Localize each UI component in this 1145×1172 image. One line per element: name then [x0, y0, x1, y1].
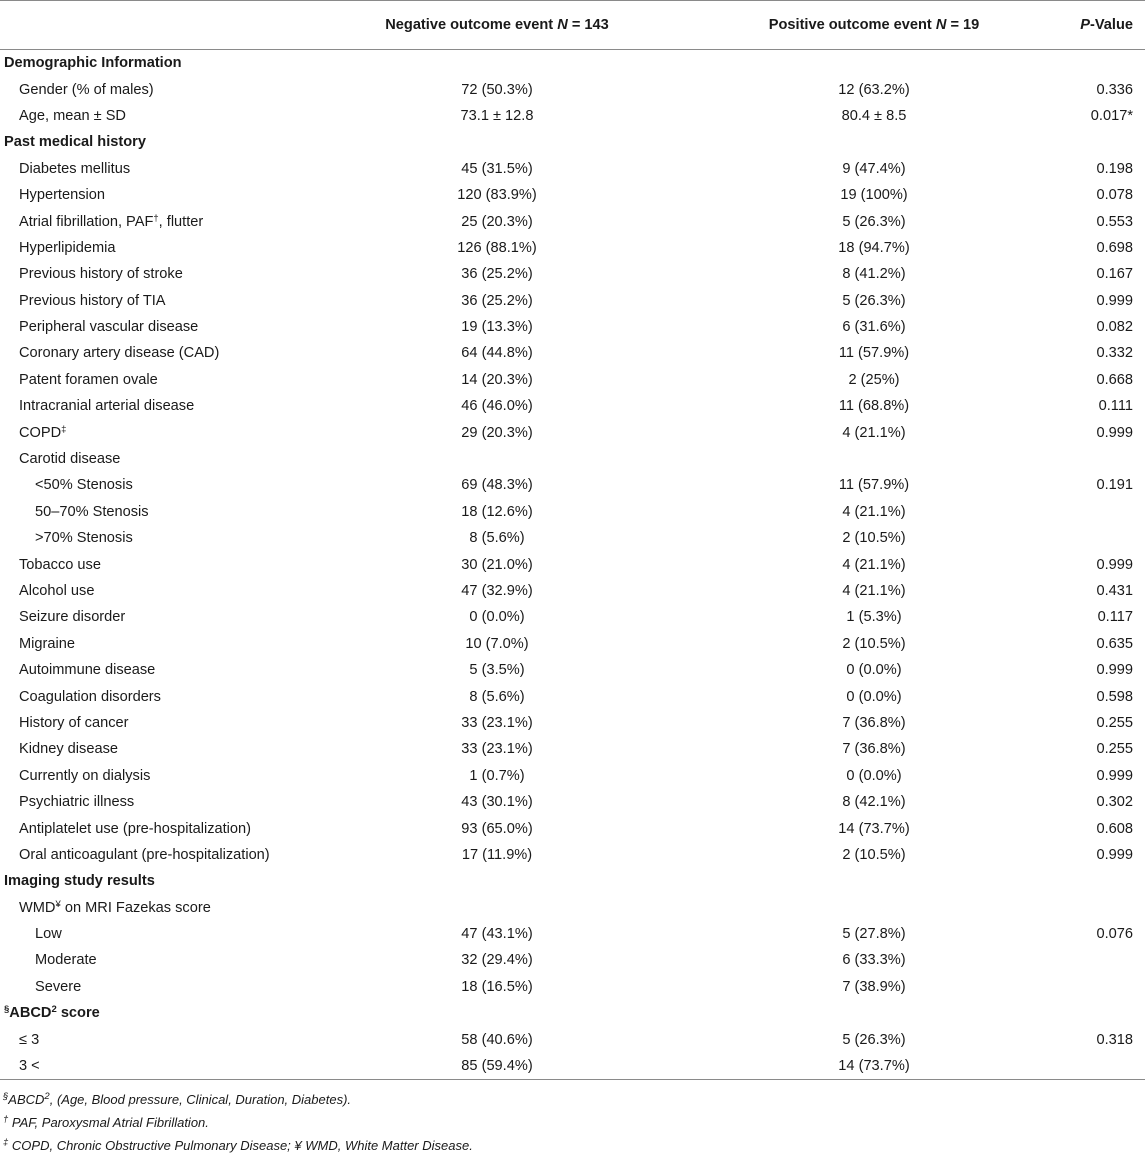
row-label-text: Intracranial arterial disease: [19, 398, 195, 415]
positive-value: 12 (63.2%): [838, 81, 910, 98]
positive-value: 4 (21.1%): [842, 556, 906, 573]
footnote-text: COPD, Chronic Obstructive Pulmonary Disease; ¥ WMD, White Matter Disease.: [8, 1138, 473, 1154]
row-label-text: 3 <: [19, 1058, 40, 1075]
empty-cell: [1054, 868, 1145, 894]
table-row: [0, 76, 1145, 102]
row-label-text: Previous history of stroke: [19, 266, 183, 283]
table-row: [0, 367, 1145, 393]
positive-value: 0 (0.0%): [846, 767, 902, 784]
negative-value: 36 (25.2%): [461, 292, 533, 309]
negative-value: 85 (59.4%): [300, 1053, 694, 1080]
table-row: [0, 472, 1145, 498]
row-label: [0, 868, 300, 894]
row-label: [0, 921, 300, 947]
p-value: 0.255: [1096, 741, 1133, 758]
positive-value: 80.4 ± 8.5: [841, 107, 907, 124]
negative-value: 19 (13.3%): [461, 319, 533, 336]
negative-value: 29 (20.3%): [461, 424, 533, 441]
row-label-text: Kidney disease: [19, 741, 118, 758]
row-label-sup: †: [153, 212, 159, 224]
positive-value: 4 (21.1%): [842, 424, 906, 441]
p-value: 0.076: [1096, 926, 1133, 943]
table-row: [0, 683, 1145, 709]
negative-value: 0 (0.0%): [469, 609, 525, 626]
positive-value: 2 (25%): [848, 371, 900, 388]
negative-value: [300, 446, 694, 472]
row-label-text: Severe: [35, 978, 82, 995]
section-row: [0, 1000, 1145, 1026]
row-label-text: Migraine: [19, 635, 75, 652]
header-p-italic: P: [1080, 17, 1090, 33]
empty-cell: [694, 129, 1054, 155]
row-label: [0, 815, 300, 841]
negative-value: 32 (29.4%): [461, 952, 533, 969]
row-label: [0, 367, 300, 393]
p-value: 0.635: [1096, 635, 1133, 652]
table-row: [0, 815, 1145, 841]
footnotes: [0, 1080, 1145, 1157]
row-label-text: Moderate: [35, 952, 97, 969]
row-label-text: Past medical history: [4, 134, 146, 151]
header-negative: [300, 1, 694, 50]
p-value: 0.608: [1096, 820, 1133, 837]
positive-value: 0 (0.0%): [846, 662, 902, 679]
row-label: [0, 129, 300, 155]
p-value: 0.668: [1096, 371, 1133, 388]
negative-value: 47 (32.9%): [461, 583, 533, 599]
row-label-text: Hypertension: [19, 187, 105, 204]
row-label-sup: ‡: [61, 423, 67, 435]
row-label-text: Tobacco use: [19, 556, 101, 573]
table-row: [0, 763, 1145, 789]
row-label-text: History of cancer: [19, 714, 129, 731]
row-label: [0, 657, 300, 683]
positive-value: 5 (26.3%): [842, 1031, 906, 1048]
p-value: 0.698: [1096, 239, 1133, 256]
header-negative-label: Negative outcome event: [385, 17, 554, 33]
p-value: 0.117: [1097, 609, 1133, 626]
footnote: [3, 1111, 1145, 1134]
negative-value: 36 (25.2%): [461, 266, 533, 283]
p-value: 0.167: [1096, 266, 1133, 283]
negative-value: 25 (20.3%): [461, 213, 533, 230]
row-label: [0, 683, 300, 709]
row-label: [0, 551, 300, 577]
table-row: [0, 631, 1145, 657]
p-value: [1054, 895, 1145, 921]
row-label-sup: ¥: [55, 898, 61, 910]
positive-value: 0 (0.0%): [846, 688, 902, 705]
empty-cell: [1054, 50, 1145, 77]
negative-value: 64 (44.8%): [461, 345, 533, 362]
row-label-text: Patent foramen ovale: [19, 371, 158, 388]
header-negative-count: = 143: [571, 17, 609, 33]
row-label-text: >70% Stenosis: [35, 530, 133, 547]
row-label: [0, 631, 300, 657]
header-row: [0, 1, 1145, 50]
table-row: [0, 235, 1145, 261]
empty-cell: [300, 868, 694, 894]
row-label: [0, 76, 300, 102]
table-row: [0, 842, 1145, 868]
section-row: [0, 129, 1145, 155]
positive-value: [694, 895, 1054, 921]
positive-value: 5 (26.3%): [842, 213, 906, 230]
positive-value: 4 (21.1%): [842, 583, 906, 599]
table-row: [0, 551, 1145, 577]
negative-value: 126 (88.1%): [457, 239, 537, 256]
row-label: [0, 710, 300, 736]
p-value: [1054, 499, 1145, 525]
positive-value: 11 (57.9%): [838, 345, 910, 362]
row-label-text: Previous history of TIA: [19, 292, 166, 309]
p-value: 0.999: [1096, 767, 1133, 784]
header-label-column: [0, 1, 300, 50]
positive-value: 4 (21.1%): [842, 503, 906, 520]
row-label: [0, 314, 300, 340]
row-label-text: Psychiatric illness: [19, 794, 135, 811]
empty-cell: [694, 50, 1054, 77]
row-label: [0, 499, 300, 525]
p-value: 0.191: [1096, 477, 1133, 494]
p-value: 0.078: [1096, 187, 1133, 204]
negative-value: 72 (50.3%): [461, 81, 533, 98]
positive-value: 7 (36.8%): [842, 714, 906, 731]
table-row: [0, 419, 1145, 445]
negative-value: 33 (23.1%): [461, 714, 533, 731]
section-row: [0, 50, 1145, 77]
table-header: [0, 1, 1145, 50]
table-row: [0, 974, 1145, 1000]
positive-value: 14 (73.7%): [694, 1053, 1054, 1080]
p-value: 0.198: [1096, 160, 1133, 177]
negative-value: [300, 895, 694, 921]
row-label-text: Diabetes mellitus: [19, 160, 131, 177]
row-label-text: Oral anticoagulant (pre-hospitalization): [19, 846, 270, 863]
p-value: 0.999: [1096, 424, 1133, 441]
positive-value: 2 (10.5%): [842, 635, 906, 652]
table-row: [0, 393, 1145, 419]
p-value: 0.302: [1096, 794, 1133, 811]
row-label: [0, 446, 300, 472]
row-label: [0, 763, 300, 789]
p-value: 0.082: [1096, 319, 1133, 336]
negative-value: 17 (11.9%): [461, 846, 533, 863]
row-label: [0, 50, 300, 77]
negative-value: 73.1 ± 12.8: [460, 107, 534, 124]
table-row: [0, 921, 1145, 947]
positive-value: 1 (5.3%): [846, 609, 902, 626]
positive-value: 6 (31.6%): [842, 319, 906, 336]
row-label: [0, 340, 300, 366]
empty-cell: [300, 50, 694, 77]
negative-value: 46 (46.0%): [461, 398, 533, 415]
positive-value: 2 (10.5%): [842, 530, 906, 547]
negative-value: 8 (5.6%): [469, 530, 525, 547]
row-label-after: score: [56, 1005, 100, 1022]
table-row: [0, 499, 1145, 525]
footnote-symbol: §: [3, 1091, 9, 1103]
negative-value: 120 (83.9%): [457, 187, 537, 204]
table-row: [0, 1026, 1145, 1052]
row-label-text: 50–70% Stenosis: [35, 503, 149, 520]
positive-value: 5 (27.8%): [842, 926, 906, 943]
row-label-pre-sup: §: [4, 1004, 10, 1016]
negative-value: 30 (21.0%): [461, 556, 533, 573]
table-row: [0, 156, 1145, 182]
table-row: [0, 895, 1145, 921]
p-value: 0.431: [1096, 583, 1133, 599]
negative-value: 58 (40.6%): [461, 1031, 533, 1048]
footnote-symbol: ‡: [3, 1137, 9, 1149]
row-label-text: <50% Stenosis: [35, 477, 133, 494]
section-row: [0, 868, 1145, 894]
positive-value: 8 (42.1%): [842, 794, 906, 811]
row-label: [0, 895, 300, 921]
p-value: 0.318: [1096, 1031, 1133, 1048]
row-label-text: Seizure disorder: [19, 609, 126, 626]
positive-value: 9 (47.4%): [842, 160, 906, 177]
row-label-text: Gender (% of males): [19, 81, 154, 98]
positive-value: 5 (26.3%): [842, 292, 906, 309]
positive-value: 11 (68.8%): [838, 398, 910, 415]
p-value: 0.332: [1096, 345, 1133, 362]
negative-value: 69 (48.3%): [461, 477, 533, 494]
positive-value: 19 (100%): [840, 187, 908, 204]
negative-value: 5 (3.5%): [469, 662, 525, 679]
empty-cell: [694, 1000, 1054, 1026]
positive-value: 2 (10.5%): [842, 846, 906, 863]
negative-value: 14 (20.3%): [461, 371, 533, 388]
row-label-text: Coagulation disorders: [19, 688, 161, 705]
positive-value: 14 (73.7%): [838, 820, 910, 837]
row-label-sup: 2: [51, 1004, 57, 1016]
p-value: 0.255: [1096, 714, 1133, 731]
row-label-text: COPD: [19, 424, 62, 441]
row-label: [0, 947, 300, 973]
table-row: [0, 710, 1145, 736]
footnote-sup: 2: [44, 1091, 50, 1103]
table-row: [0, 182, 1145, 208]
negative-value: 10 (7.0%): [465, 635, 529, 652]
table-row: [0, 947, 1145, 973]
row-label-text: Currently on dialysis: [19, 767, 151, 784]
p-value: [1054, 446, 1145, 472]
row-label: [0, 525, 300, 551]
p-value: 0.999: [1096, 662, 1133, 679]
table-row: [0, 314, 1145, 340]
row-label-after: , flutter: [158, 213, 204, 230]
negative-value: 33 (23.1%): [461, 741, 533, 758]
p-value: 0.999: [1096, 292, 1133, 309]
row-label: [0, 842, 300, 868]
row-label: [0, 393, 300, 419]
row-label-text: Carotid disease: [19, 451, 121, 468]
row-label: [0, 182, 300, 208]
empty-cell: [694, 868, 1054, 894]
table-row: [0, 657, 1145, 683]
row-label-text: Peripheral vascular disease: [19, 319, 199, 336]
row-label-text: Hyperlipidemia: [19, 239, 116, 256]
footnote: [3, 1134, 1145, 1157]
row-label-text: ABCD: [9, 1005, 52, 1022]
row-label: [0, 288, 300, 314]
p-value: 0.553: [1096, 213, 1133, 230]
negative-value: 18 (12.6%): [461, 503, 533, 520]
empty-cell: [1054, 129, 1145, 155]
negative-value: 47 (43.1%): [461, 926, 533, 943]
p-value: 0.598: [1096, 688, 1133, 705]
row-label: [0, 578, 300, 604]
row-label: [0, 472, 300, 498]
negative-value: 1 (0.7%): [469, 767, 525, 784]
table-row: [0, 446, 1145, 472]
table-body: [0, 50, 1145, 1080]
row-label-text: WMD: [19, 899, 56, 916]
row-label: [0, 1000, 300, 1026]
row-label-text: Alcohol use: [19, 583, 95, 599]
positive-value: 18 (94.7%): [838, 239, 910, 256]
row-label: [0, 974, 300, 1000]
footnote-symbol: †: [3, 1114, 9, 1126]
row-label: [0, 1053, 300, 1080]
header-p-value: [1054, 1, 1145, 50]
p-value: 0.017*: [1090, 107, 1133, 124]
footnote-text: ABCD: [8, 1092, 45, 1108]
row-label-text: ≤ 3: [19, 1031, 40, 1048]
positive-value: 7 (36.8%): [842, 741, 906, 758]
row-label-text: Autoimmune disease: [19, 662, 156, 679]
positive-value: 8 (41.2%): [842, 266, 906, 283]
negative-value: 8 (5.6%): [469, 688, 525, 705]
row-label-after: on MRI Fazekas score: [60, 899, 211, 916]
empty-cell: [1054, 1000, 1145, 1026]
row-label: [0, 156, 300, 182]
header-positive-label: Positive outcome event: [768, 17, 932, 33]
p-value: 0.336: [1096, 81, 1133, 98]
empty-cell: [300, 1000, 694, 1026]
positive-value: 6 (33.3%): [842, 952, 906, 969]
row-label: [0, 261, 300, 287]
table-row: [0, 604, 1145, 630]
positive-value: 11 (57.9%): [838, 477, 910, 494]
p-value: [1054, 1053, 1145, 1080]
p-value: [1054, 947, 1145, 973]
row-label: [0, 103, 300, 129]
row-label: [0, 736, 300, 762]
positive-value: [694, 446, 1054, 472]
table-row: [0, 261, 1145, 287]
table-row: [0, 103, 1145, 129]
table-row: [0, 288, 1145, 314]
row-label-text: Coronary artery disease (CAD): [19, 345, 220, 362]
header-positive-count: = 19: [950, 17, 980, 33]
row-label: [0, 235, 300, 261]
header-p-rest: -Value: [1090, 17, 1133, 33]
p-value: 0.111: [1098, 398, 1133, 415]
p-value: 0.999: [1096, 556, 1133, 573]
table-row: [0, 1053, 1145, 1080]
row-label: [0, 208, 300, 234]
row-label-text: Atrial fibrillation, PAF: [19, 213, 154, 230]
row-label-text: Demographic Information: [4, 55, 182, 72]
table-row: [0, 789, 1145, 815]
negative-value: 93 (65.0%): [461, 820, 533, 837]
header-negative-n: N: [557, 17, 568, 33]
negative-value: 43 (30.1%): [461, 794, 533, 811]
header-positive: [694, 1, 1054, 50]
footnote-text-after: , (Age, Blood pressure, Clinical, Duration, Diabetes).: [49, 1092, 352, 1108]
row-label-text: Age, mean ± SD: [19, 107, 126, 124]
table-row: [0, 578, 1145, 604]
p-value: 0.999: [1096, 846, 1133, 863]
row-label: [0, 789, 300, 815]
table-row: [0, 736, 1145, 762]
p-value: [1054, 525, 1145, 551]
row-label: [0, 604, 300, 630]
p-value: [1054, 974, 1145, 1000]
row-label-text: Imaging study results: [4, 873, 155, 890]
negative-value: 45 (31.5%): [461, 160, 533, 177]
positive-value: 7 (38.9%): [842, 978, 906, 995]
table-row: [0, 340, 1145, 366]
row-label-text: Low: [35, 926, 62, 943]
row-label-text: Antiplatelet use (pre-hospitalization): [19, 820, 252, 837]
table-row: [0, 525, 1145, 551]
row-label: [0, 1026, 300, 1052]
footnote-text: PAF, Paroxysmal Atrial Fibrillation.: [8, 1115, 209, 1131]
table-row: [0, 208, 1145, 234]
header-positive-n: N: [935, 17, 947, 33]
footnote: [3, 1088, 1145, 1111]
empty-cell: [300, 129, 694, 155]
row-label: [0, 419, 300, 445]
negative-value: 18 (16.5%): [461, 978, 533, 995]
